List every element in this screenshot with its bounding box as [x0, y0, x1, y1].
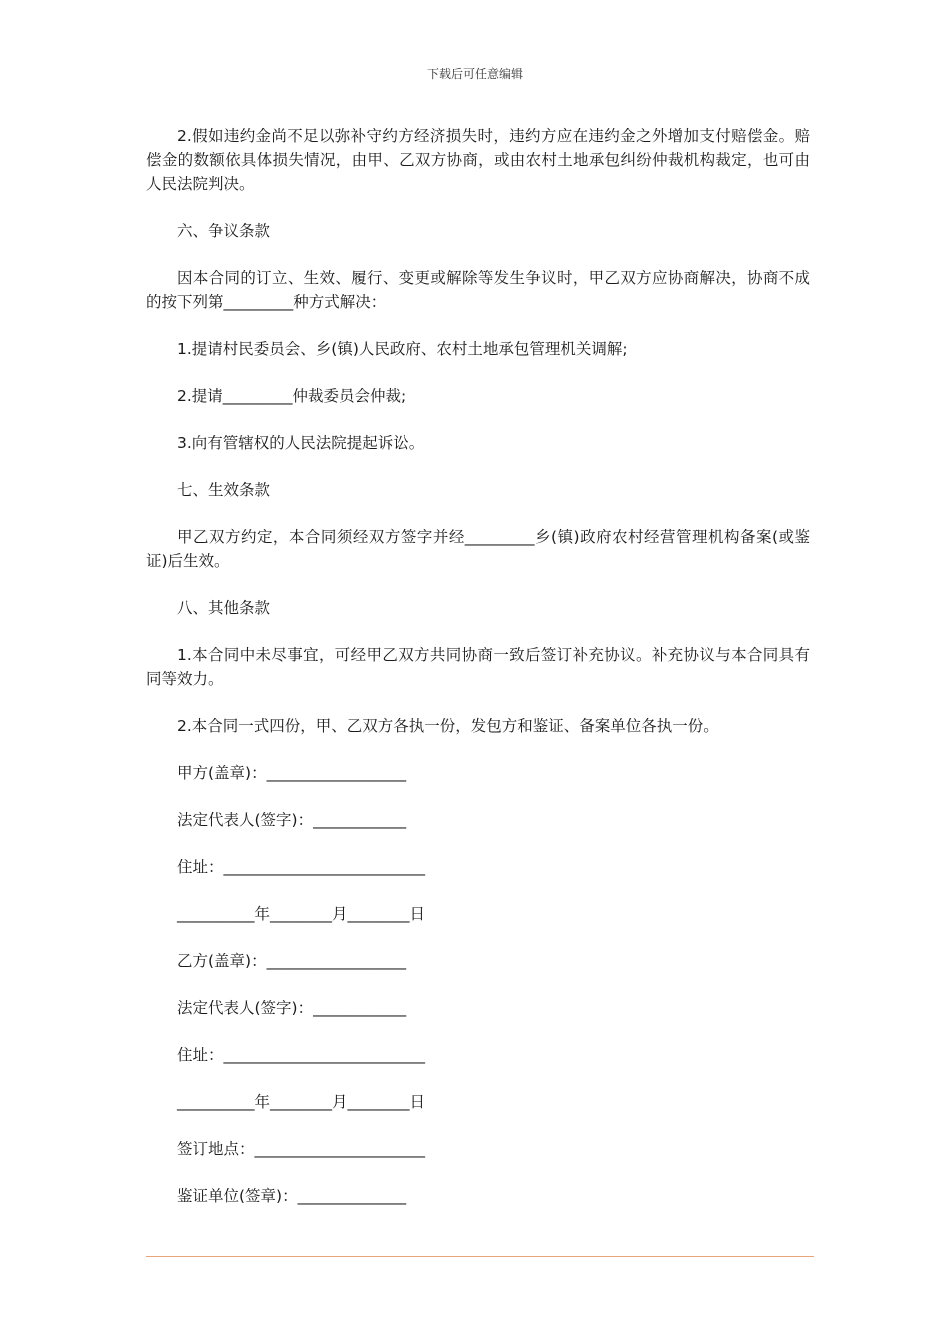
clause-dispute-option-1: 1.提请村民委员会、乡(镇)人民政府、农村土地承包管理机关调解; — [177, 340, 628, 358]
section-heading-other: 八、其他条款 — [177, 599, 271, 617]
party-b-address-field: 住址：__________________________ — [177, 1046, 426, 1064]
footer-rule — [146, 1256, 814, 1257]
verification-unit-field: 鉴证单位(签章)：______________ — [177, 1187, 407, 1205]
section-heading-effect: 七、生效条款 — [177, 481, 271, 499]
party-b-seal-field: 乙方(盖章)：__________________ — [177, 952, 407, 970]
clause-other-2: 2.本合同一式四份，甲、乙双方各执一份，发包方和鉴证、备案单位各执一份。 — [177, 717, 719, 735]
party-a-representative-field: 法定代表人(签字)：____________ — [177, 811, 407, 829]
party-a-seal-field: 甲方(盖章)：__________________ — [177, 764, 407, 782]
clause-dispute: 因本合同的订立、生效、履行、变更或解除等发生争议时，甲乙双方应协商解决，协商不成的按下列第_________种方式解决： — [146, 269, 810, 311]
page-header-note: 下载后可任意编辑 — [426, 67, 523, 81]
clause-other-1: 1.本合同中未尽事宜，可经甲乙双方共同协商一致后签订补充协议。补充协议与本合同具有同等效力。 — [146, 646, 810, 688]
document-body — [146, 124, 810, 1231]
clause-effect: 甲乙双方约定，本合同须经双方签字并经_________乡(镇)政府农村经营管理机构备案(或鉴证)后生效。 — [146, 528, 810, 570]
party-b-representative-field: 法定代表人(签字)：____________ — [177, 999, 407, 1017]
clause-compensation: 2.假如违约金尚不足以弥补守约方经济损失时，违约方应在违约金之外增加支付赔偿金。赔偿金的数额依具体损失情况，由甲、乙双方协商，或由农村土地承包纠纷仲裁机构裁定，也可由人民法院判决。 — [146, 127, 810, 193]
party-a-address-field: 住址：__________________________ — [177, 858, 426, 876]
signing-place-field: 签订地点：______________________ — [177, 1140, 426, 1158]
section-heading-dispute: 六、争议条款 — [177, 222, 271, 240]
party-b-date-field: __________年________月________日 — [177, 1093, 426, 1111]
party-a-date-field: __________年________月________日 — [177, 905, 426, 923]
clause-dispute-option-3: 3.向有管辖权的人民法院提起诉讼。 — [177, 434, 425, 452]
clause-dispute-option-2: 2.提请_________仲裁委员会仲裁; — [177, 387, 407, 405]
